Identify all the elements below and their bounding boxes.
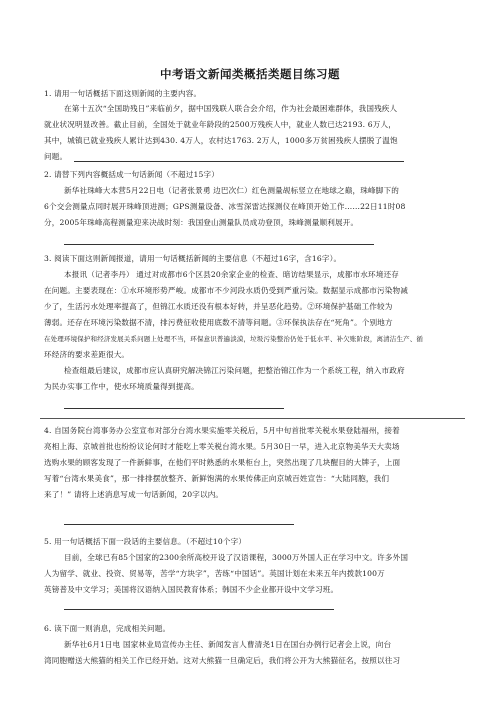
q6-line-2: 湾同胞赠送大熊猫的相关工作已经开始。这对大熊猫一旦确定后，我们将公开为大熊猫征名，按照以往习 xyxy=(44,656,401,665)
q4-line-3: 写着“台湾水果美食”，那一排排摆放整齐、新鲜饱满的水果传佛正向京城百姓宣告：“大陆同胞，我们 xyxy=(44,474,390,483)
q4-answer-line[interactable] xyxy=(64,524,294,525)
q2-header: 2. 请替下列内容概括成一句话新闻（不超过15字） xyxy=(44,170,219,179)
q1-line-2: 就业状况明显改善。截止目前，全国处于就业年龄段的2500万残疾人中，就业人数已达2193. 6万人， xyxy=(44,120,396,129)
q4-header: 4. 自国务院台湾事务办公室宣布对部分台湾水果实施零关税后，5月中旬首批零关税水果登陆福州，接着 xyxy=(44,426,400,435)
q1-header: 1. 请用一句话概括下面这则新闻的主要内容。 xyxy=(44,89,202,98)
q2-line-3: 分，2005年珠峰高程测量迎来决战时刻：我国登山测量队员成功登顶，珠峰测量顺利展开。 xyxy=(44,218,359,227)
q6-header: 6. 读下面一则消息，完成相关问题。 xyxy=(44,624,171,633)
q2-answer-line[interactable] xyxy=(64,244,374,245)
q3-line-6: 环经济的要求差距很大。 xyxy=(44,350,130,359)
q3-line-1: 本报讯（记者李丹） 通过对成都市6个区县20余家企业的检查、暗访结果显示，成都市水环境还存 xyxy=(64,270,399,279)
q5-line-3: 英镑普及中文学习；美国将汉语纳入国民教育体系；韩国不少企业都开设中文学习班。 xyxy=(44,585,339,594)
q4-line-4: 来了！” 请将上述消息写成一句话新闻，20字以内。 xyxy=(44,490,224,499)
q1-line-4: 问题。 xyxy=(44,152,68,161)
q5-answer-line[interactable] xyxy=(64,609,334,610)
q5-line-1: 目前，全球已有85个国家的2300余所高校开设了汉语课程，3000万外国人正在学习中文。许多外国 xyxy=(64,553,409,562)
q5-header: 5. 用一句话概括下面一段话的主要信息。（不超过10个字） xyxy=(44,537,247,546)
section-divider xyxy=(40,418,465,419)
q3-line-8: 为民办实事工作中，使水环境质量得到提高。 xyxy=(44,382,199,391)
q6-line-1: 新华社6月1日电 国家林业局宣传办主任、新闻发言人曹清尧1日在国台办例行记者会上说，向台 xyxy=(64,640,392,649)
q3-line-4: 薄弱。还存在环境污染数据不清，排污费征收使用底数不清等问题。③环保执法存在“死角”。个别地方 xyxy=(44,318,393,327)
q3-line-3: 少了，生活污水处理率提高了，但锦江水质还没有根本好转，并呈恶化趋势。②环境保护基础工作较为 xyxy=(44,302,393,311)
q2-line-1: 新华社珠峰大本营5月22日电（记者张景勇 边巴次仁）红色测量觇标竖立在地球之巅，珠峰脚下的 xyxy=(64,186,399,195)
q3-header: 3. 阅读下面这则新闻报道，请用一句话概括新闻的主要信息（不超过16字，含16字）。 xyxy=(44,254,342,263)
q1-line-3: 其中，城镇已就业残疾人累计达到430. 4万人，农村达1763. 2万人，1000多万贫困残疾人摆脱了温饱 xyxy=(44,136,398,145)
q3-answer-line[interactable] xyxy=(64,408,284,409)
q3-line-7: 检查组最后建议，成都市应认真研究解决锦江污染问题，把整治锦江作为一个系统工程，纳入市政府 xyxy=(64,366,405,375)
q4-line-1: 亮相上海、京城首批也纷纷议论何时才能吃上零关税台湾水果。5月30日一早，进入北京物美华天大卖场 xyxy=(44,442,400,451)
q3-line-5: 在处理环境保护和经济发展关系问题上处理不当，环保意识普遍淡漠，垃圾污染整治仍处于低水平、补欠账阶段，离清洁生产、循 xyxy=(44,335,424,343)
q1-answer-line[interactable] xyxy=(74,161,404,162)
q3-line-2: 在问题。主要表现在：①水环境形势严峻。成都市不少河段水质仍受到严重污染。数据显示成都市污染物减 xyxy=(44,286,408,295)
q5-line-2: 人为留学、就业、投资、贸易等，苦学“方块字”，苦练“中国话”。英国计划在未来五年内拨款100万 xyxy=(44,569,385,578)
q4-line-2: 选购水果的顾客发现了一件新鲜事，在他们平时熟悉的水果柜台上，突然出现了几块醒目的大牌子，上面 xyxy=(44,458,401,467)
q1-line-1: 在第十五次“全国助残日”来临前夕，据中国残联人联合会介绍，作为社会最困难群体，我国残疾人 xyxy=(64,104,398,113)
page-title: 中考语文新闻类概括类题目练习题 xyxy=(160,67,340,81)
q2-line-2: 6个交会测量点同时展开珠峰顶进测；GPS测量设备、冰雪深雷达探测仪在峰顶开始工作……22日11时08 xyxy=(44,202,406,211)
